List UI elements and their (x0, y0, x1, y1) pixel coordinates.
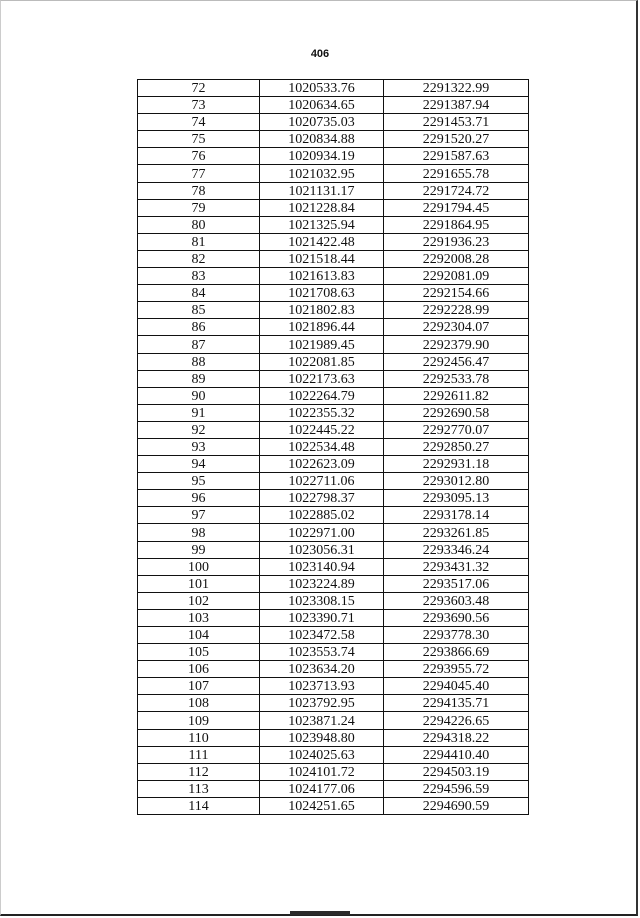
x-coordinate-cell: 1021131.17 (260, 182, 384, 199)
point-number-cell: 103 (138, 609, 260, 626)
y-coordinate-cell: 2294690.59 (384, 797, 529, 814)
x-coordinate-cell: 1023308.15 (260, 592, 384, 609)
x-coordinate-cell: 1022798.37 (260, 490, 384, 507)
table-row (138, 746, 529, 763)
x-coordinate-cell: 1020834.88 (260, 131, 384, 148)
page-number: 406 (310, 48, 330, 60)
y-coordinate-cell: 2292533.78 (384, 370, 529, 387)
point-number-cell: 107 (138, 678, 260, 695)
y-coordinate-cell: 2291655.78 (384, 165, 529, 182)
point-number-cell: 74 (138, 114, 260, 131)
table-row (138, 387, 529, 404)
point-number-cell: 87 (138, 336, 260, 353)
y-coordinate-cell: 2291587.63 (384, 148, 529, 165)
table-row (138, 729, 529, 746)
x-coordinate-cell: 1021613.83 (260, 268, 384, 285)
y-coordinate-cell: 2291936.23 (384, 233, 529, 250)
x-coordinate-cell: 1021708.63 (260, 285, 384, 302)
point-number-cell: 113 (138, 780, 260, 797)
y-coordinate-cell: 2291322.99 (384, 80, 529, 97)
y-coordinate-cell: 2292456.47 (384, 353, 529, 370)
table-row (138, 524, 529, 541)
point-number-cell: 82 (138, 250, 260, 267)
y-coordinate-cell: 2291864.95 (384, 216, 529, 233)
x-coordinate-cell: 1022173.63 (260, 370, 384, 387)
y-coordinate-cell: 2293517.06 (384, 575, 529, 592)
table-row (138, 216, 529, 233)
point-number-cell: 97 (138, 507, 260, 524)
point-number-cell: 90 (138, 387, 260, 404)
point-number-cell: 84 (138, 285, 260, 302)
table-row (138, 182, 529, 199)
point-number-cell: 100 (138, 558, 260, 575)
point-number-cell: 88 (138, 353, 260, 370)
point-number-cell: 104 (138, 627, 260, 644)
point-number-cell: 80 (138, 216, 260, 233)
y-coordinate-cell: 2293012.80 (384, 473, 529, 490)
y-coordinate-cell: 2293178.14 (384, 507, 529, 524)
x-coordinate-cell: 1024025.63 (260, 746, 384, 763)
y-coordinate-cell: 2293346.24 (384, 541, 529, 558)
table-row (138, 797, 529, 814)
point-number-cell: 89 (138, 370, 260, 387)
y-coordinate-cell: 2293095.13 (384, 490, 529, 507)
point-number-cell: 77 (138, 165, 260, 182)
x-coordinate-cell: 1020934.19 (260, 148, 384, 165)
y-coordinate-cell: 2294318.22 (384, 729, 529, 746)
y-coordinate-cell: 2291453.71 (384, 114, 529, 131)
point-number-cell: 112 (138, 763, 260, 780)
y-coordinate-cell: 2291724.72 (384, 182, 529, 199)
y-coordinate-cell: 2293431.32 (384, 558, 529, 575)
table-row (138, 114, 529, 131)
table-row (138, 456, 529, 473)
x-coordinate-cell: 1023472.58 (260, 627, 384, 644)
table-row (138, 627, 529, 644)
point-number-cell: 101 (138, 575, 260, 592)
x-coordinate-cell: 1024101.72 (260, 763, 384, 780)
point-number-cell: 106 (138, 661, 260, 678)
table-row (138, 438, 529, 455)
x-coordinate-cell: 1023634.20 (260, 661, 384, 678)
y-coordinate-cell: 2294596.59 (384, 780, 529, 797)
coordinate-table (137, 79, 529, 815)
point-number-cell: 91 (138, 404, 260, 421)
table-row (138, 97, 529, 114)
point-number-cell: 93 (138, 438, 260, 455)
point-number-cell: 108 (138, 695, 260, 712)
x-coordinate-cell: 1022711.06 (260, 473, 384, 490)
point-number-cell: 102 (138, 592, 260, 609)
x-coordinate-cell: 1022623.09 (260, 456, 384, 473)
y-coordinate-cell: 2292611.82 (384, 387, 529, 404)
point-number-cell: 95 (138, 473, 260, 490)
point-number-cell: 86 (138, 319, 260, 336)
y-coordinate-cell: 2292770.07 (384, 421, 529, 438)
table-row (138, 678, 529, 695)
point-number-cell: 109 (138, 712, 260, 729)
y-coordinate-cell: 2292931.18 (384, 456, 529, 473)
table-row (138, 592, 529, 609)
x-coordinate-cell: 1022885.02 (260, 507, 384, 524)
y-coordinate-cell: 2292304.07 (384, 319, 529, 336)
point-number-cell: 83 (138, 268, 260, 285)
y-coordinate-cell: 2294226.65 (384, 712, 529, 729)
x-coordinate-cell: 1020634.65 (260, 97, 384, 114)
table-row (138, 507, 529, 524)
y-coordinate-cell: 2293866.69 (384, 644, 529, 661)
scan-bottom-mark (290, 911, 350, 915)
point-number-cell: 75 (138, 131, 260, 148)
x-coordinate-cell: 1023224.89 (260, 575, 384, 592)
point-number-cell: 110 (138, 729, 260, 746)
point-number-cell: 105 (138, 644, 260, 661)
x-coordinate-cell: 1021518.44 (260, 250, 384, 267)
table-row (138, 421, 529, 438)
y-coordinate-cell: 2293261.85 (384, 524, 529, 541)
table-row (138, 302, 529, 319)
table-row (138, 353, 529, 370)
x-coordinate-cell: 1021032.95 (260, 165, 384, 182)
x-coordinate-cell: 1022355.32 (260, 404, 384, 421)
y-coordinate-cell: 2294135.71 (384, 695, 529, 712)
x-coordinate-cell: 1023792.95 (260, 695, 384, 712)
x-coordinate-cell: 1023056.31 (260, 541, 384, 558)
point-number-cell: 98 (138, 524, 260, 541)
y-coordinate-cell: 2293603.48 (384, 592, 529, 609)
point-number-cell: 76 (138, 148, 260, 165)
point-number-cell: 73 (138, 97, 260, 114)
x-coordinate-cell: 1024251.65 (260, 797, 384, 814)
x-coordinate-cell: 1020533.76 (260, 80, 384, 97)
x-coordinate-cell: 1021896.44 (260, 319, 384, 336)
table-row (138, 199, 529, 216)
y-coordinate-cell: 2293955.72 (384, 661, 529, 678)
x-coordinate-cell: 1023871.24 (260, 712, 384, 729)
point-number-cell: 114 (138, 797, 260, 814)
table-row (138, 541, 529, 558)
x-coordinate-cell: 1023553.74 (260, 644, 384, 661)
x-coordinate-cell: 1023140.94 (260, 558, 384, 575)
table-row (138, 558, 529, 575)
x-coordinate-cell: 1022081.85 (260, 353, 384, 370)
coordinate-table-body (138, 80, 529, 815)
x-coordinate-cell: 1021325.94 (260, 216, 384, 233)
y-coordinate-cell: 2292081.09 (384, 268, 529, 285)
point-number-cell: 99 (138, 541, 260, 558)
x-coordinate-cell: 1024177.06 (260, 780, 384, 797)
y-coordinate-cell: 2291387.94 (384, 97, 529, 114)
table-row (138, 575, 529, 592)
table-row (138, 268, 529, 285)
x-coordinate-cell: 1021802.83 (260, 302, 384, 319)
point-number-cell: 72 (138, 80, 260, 97)
point-number-cell: 81 (138, 233, 260, 250)
x-coordinate-cell: 1021989.45 (260, 336, 384, 353)
point-number-cell: 79 (138, 199, 260, 216)
y-coordinate-cell: 2294503.19 (384, 763, 529, 780)
table-row (138, 644, 529, 661)
y-coordinate-cell: 2292379.90 (384, 336, 529, 353)
y-coordinate-cell: 2291520.27 (384, 131, 529, 148)
table-row (138, 285, 529, 302)
point-number-cell: 94 (138, 456, 260, 473)
x-coordinate-cell: 1023948.80 (260, 729, 384, 746)
x-coordinate-cell: 1022534.48 (260, 438, 384, 455)
table-row (138, 250, 529, 267)
point-number-cell: 85 (138, 302, 260, 319)
y-coordinate-cell: 2292008.28 (384, 250, 529, 267)
y-coordinate-cell: 2293778.30 (384, 627, 529, 644)
point-number-cell: 78 (138, 182, 260, 199)
y-coordinate-cell: 2292228.99 (384, 302, 529, 319)
x-coordinate-cell: 1023390.71 (260, 609, 384, 626)
table-row (138, 473, 529, 490)
table-row (138, 148, 529, 165)
x-coordinate-cell: 1022971.00 (260, 524, 384, 541)
y-coordinate-cell: 2292690.58 (384, 404, 529, 421)
table-row (138, 370, 529, 387)
y-coordinate-cell: 2293690.56 (384, 609, 529, 626)
table-row (138, 165, 529, 182)
table-row (138, 336, 529, 353)
table-row (138, 131, 529, 148)
x-coordinate-cell: 1021422.48 (260, 233, 384, 250)
table-row (138, 490, 529, 507)
point-number-cell: 96 (138, 490, 260, 507)
x-coordinate-cell: 1022264.79 (260, 387, 384, 404)
table-row (138, 80, 529, 97)
y-coordinate-cell: 2292154.66 (384, 285, 529, 302)
table-row (138, 780, 529, 797)
y-coordinate-cell: 2294045.40 (384, 678, 529, 695)
x-coordinate-cell: 1023713.93 (260, 678, 384, 695)
table-row (138, 763, 529, 780)
y-coordinate-cell: 2292850.27 (384, 438, 529, 455)
x-coordinate-cell: 1021228.84 (260, 199, 384, 216)
point-number-cell: 111 (138, 746, 260, 763)
table-row (138, 319, 529, 336)
table-row (138, 233, 529, 250)
y-coordinate-cell: 2294410.40 (384, 746, 529, 763)
y-coordinate-cell: 2291794.45 (384, 199, 529, 216)
x-coordinate-cell: 1020735.03 (260, 114, 384, 131)
table-row (138, 404, 529, 421)
table-row (138, 609, 529, 626)
table-row (138, 661, 529, 678)
x-coordinate-cell: 1022445.22 (260, 421, 384, 438)
table-row (138, 712, 529, 729)
table-row (138, 695, 529, 712)
point-number-cell: 92 (138, 421, 260, 438)
